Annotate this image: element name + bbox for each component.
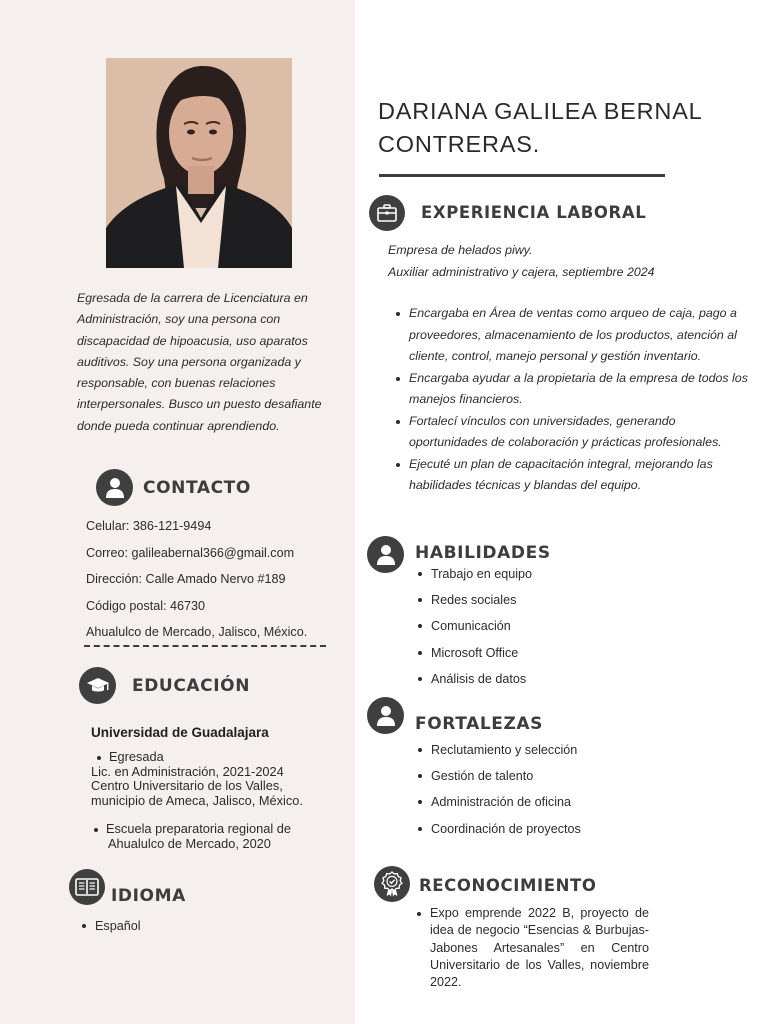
divider-dashed: [84, 645, 326, 647]
experience-item: Ejecuté un plan de capacitación integral, mejorando las habilidades técnicas y blandas del equipo.: [393, 454, 753, 497]
briefcase-icon: [369, 195, 405, 231]
contact-city: Ahualulco de Mercado, Jalisco, México.: [86, 625, 308, 639]
contact-email: Correo: galileabernal366@gmail.com: [86, 545, 295, 560]
contact-address: Dirección: Calle Amado Nervo #189: [86, 572, 286, 586]
language-list: [80, 913, 141, 939]
experience-item: Encargaba ayudar a la propietaria de la empresa de todos los manejos financieros.: [393, 368, 753, 411]
skills-list: [416, 561, 532, 692]
profile-summary: Egresada de la carrera de Licenciatura en Administración, soy una persona con discapacidad de hipoacusia, uso aparatos auditivos. Soy una persona organizada y responsable, con buenas relaciones interpersonales. Busco un puesto desafiante donde pueda continuar aprendiendo.: [77, 291, 322, 433]
education-location: municipio de Ameca, Jalisco, México.: [91, 792, 303, 808]
skill-item: Microsoft Office: [416, 640, 532, 666]
candidate-name: [378, 95, 703, 161]
education-school: Universidad de Guadalajara: [91, 725, 269, 740]
language-heading: IDIOMA: [111, 886, 186, 906]
highschool-name: Escuela preparatoria regional de: [106, 821, 291, 836]
recognition-item: Expo emprende 2022 B, proyecto de idea de negocio “Esencias & Burbujas-Jabones Artesanales” en Centro Universitario de los Valles, noviembre 2022.: [415, 905, 649, 991]
candidate-name-line2: CONTRERAS.: [378, 131, 541, 157]
title-underline: [379, 174, 665, 177]
award-ribbon-icon: [374, 866, 410, 902]
strength-item: Gestión de talento: [416, 763, 581, 789]
person-icon: [96, 469, 133, 506]
graduation-cap-icon: [79, 667, 116, 704]
person-icon: [367, 536, 404, 573]
strengths-list: [416, 737, 581, 842]
experience-list: [393, 303, 753, 497]
recognition-list: [415, 905, 649, 991]
skill-item: Trabajo en equipo: [416, 561, 532, 587]
experience-company: Empresa de helados piwy.: [388, 243, 533, 257]
candidate-name-line1: DARIANA GALILEA BERNAL: [378, 98, 703, 124]
skill-item: Redes sociales: [416, 587, 532, 613]
education-entry-university: [91, 750, 303, 808]
experience-heading: EXPERIENCIA LABORAL: [421, 203, 647, 222]
person-icon: [367, 697, 404, 734]
skill-item: Comunicación: [416, 613, 532, 639]
experience-role: Auxiliar administrativo y cajera, septiembre 2024: [388, 264, 655, 279]
profile-photo: [106, 58, 292, 268]
recognition-heading: RECONOCIMIENTO: [419, 876, 597, 895]
bullet: [97, 756, 101, 760]
experience-item: Encargaba en Área de ventas como arqueo de caja, pago a proveedores, almacenamiento de los productos, atención al cliente, control, manejo personal y gestión inventario.: [393, 303, 753, 368]
language-item: Español: [80, 913, 141, 939]
experience-header: [388, 240, 655, 283]
contact-phone: Celular: 386-121-9494: [86, 519, 212, 533]
education-heading: EDUCACIÓN: [132, 676, 251, 696]
contact-postal-code: Código postal: 46730: [86, 598, 206, 613]
education-entry-highschool: [94, 822, 291, 851]
strength-item: Coordinación de proyectos: [416, 816, 581, 842]
skill-item: Análisis de datos: [416, 666, 532, 692]
education-degree: Lic. en Administración, 2021-2024: [91, 763, 284, 779]
education-status: Egresada: [109, 749, 164, 764]
skills-heading: HABILIDADES: [415, 543, 551, 563]
education-campus: Centro Universitario de los Valles,: [91, 778, 283, 794]
experience-item: Fortalecí vínculos con universidades, generando oportunidades de colaboración y prácticas profesionales.: [393, 411, 753, 454]
book-icon: [69, 869, 105, 905]
strengths-heading: FORTALEZAS: [415, 714, 543, 734]
bullet: [94, 828, 98, 832]
contact-heading: CONTACTO: [143, 478, 251, 498]
strength-item: Reclutamiento y selección: [416, 737, 581, 763]
highschool-detail: Ahualulco de Mercado, 2020: [108, 835, 271, 851]
contact-list: [86, 513, 346, 646]
strength-item: Administración de oficina: [416, 789, 581, 815]
